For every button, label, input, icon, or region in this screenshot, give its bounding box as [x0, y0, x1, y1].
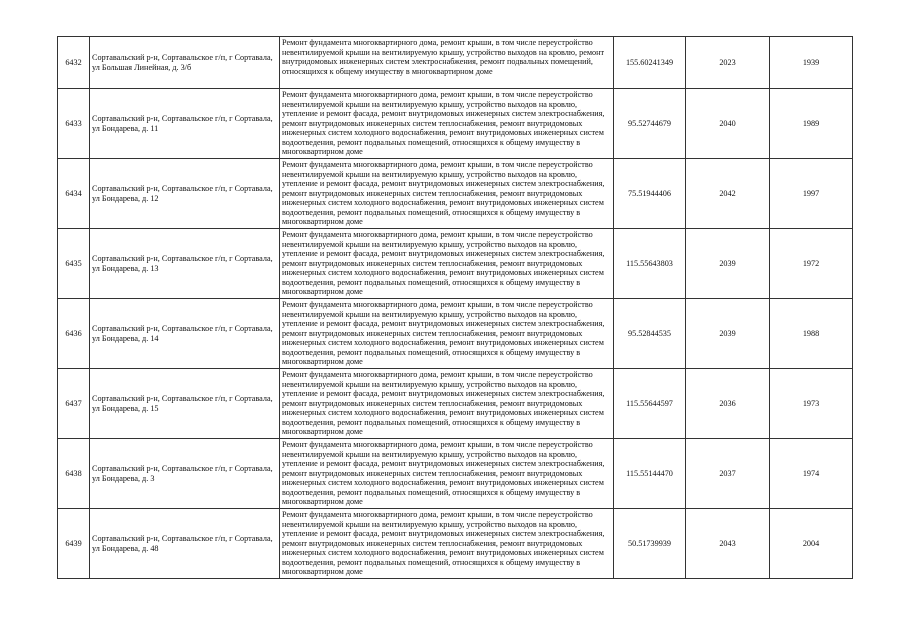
table-row: [58, 369, 853, 439]
cost-value: 95.52844535: [614, 299, 686, 369]
table-body: [58, 37, 853, 579]
build-year: 1973: [770, 369, 853, 439]
build-year: 1988: [770, 299, 853, 369]
planned-year: 2037: [686, 439, 770, 509]
table-row: [58, 159, 853, 229]
repair-works: Ремонт фундамента многоквартирного дома, ремонт крыши, в том числе переустройство невентилируемой крыши на вентилируемую крышу, устройство выходов на кровлю, утепление и ремонт фасада, ремонт внутридомовых инженерных систем электроснабжения, ремонт внутридомовых инженерных систем теплоснабжения, ремонт внутридомовых инженерных систем холодного водоснабжения, ремонт внутридомовых инженерных систем водоотведения, ремонт подвальных помещений, относящихся к общему имуществу в многоквартирном доме: [280, 509, 614, 579]
repair-works: Ремонт фундамента многоквартирного дома, ремонт крыши, в том числе переустройство невентилируемой крыши на вентилируемую крышу, устройство выходов на кровлю, утепление и ремонт фасада, ремонт внутридомовых инженерных систем электроснабжения, ремонт внутридомовых инженерных систем теплоснабжения, ремонт внутридомовых инженерных систем холодного водоснабжения, ремонт внутридомовых инженерных систем водоотведения, ремонт подвальных помещений, относящихся к общему имуществу в многоквартирном доме: [280, 89, 614, 159]
planned-year: 2042: [686, 159, 770, 229]
repair-works: Ремонт фундамента многоквартирного дома, ремонт крыши, в том числе переустройство невентилируемой крыши на вентилируемую крышу, устройство выходов на кровлю, ремонт внутридомовых инженерных систем электроснабжения, ремонт подвальных помещений, относящихся к общему имуществу в многоквартирном доме: [280, 37, 614, 89]
table-row: [58, 89, 853, 159]
planned-year: 2039: [686, 229, 770, 299]
planned-year: 2036: [686, 369, 770, 439]
repair-works: Ремонт фундамента многоквартирного дома, ремонт крыши, в том числе переустройство невентилируемой крыши на вентилируемую крышу, устройство выходов на кровлю, утепление и ремонт фасада, ремонт внутридомовых инженерных систем электроснабжения, ремонт внутридомовых инженерных систем теплоснабжения, ремонт внутридомовых инженерных систем холодного водоснабжения, ремонт внутридомовых инженерных систем водоотведения, ремонт подвальных помещений, относящихся к общему имуществу в многоквартирном доме: [280, 159, 614, 229]
build-year: 1939: [770, 37, 853, 89]
cost-value: 115.55643803: [614, 229, 686, 299]
row-number: 6432: [58, 37, 90, 89]
building-address: Сортавальский р-н, Сортавальское г/п, г Сортавала, ул Бондарева, д. 11: [90, 89, 280, 159]
row-number: 6437: [58, 369, 90, 439]
row-number: 6438: [58, 439, 90, 509]
planned-year: 2039: [686, 299, 770, 369]
build-year: 1997: [770, 159, 853, 229]
build-year: 1972: [770, 229, 853, 299]
building-address: Сортавальский р-н, Сортавальское г/п, г Сортавала, ул Бондарева, д. 12: [90, 159, 280, 229]
building-address: Сортавальский р-н, Сортавальское г/п, г Сортавала, ул Бондарева, д. 13: [90, 229, 280, 299]
planned-year: 2043: [686, 509, 770, 579]
row-number: 6439: [58, 509, 90, 579]
row-number: 6435: [58, 229, 90, 299]
row-number: 6436: [58, 299, 90, 369]
table-row: [58, 37, 853, 89]
cost-value: 115.55144470: [614, 439, 686, 509]
table-row: [58, 439, 853, 509]
build-year: 2004: [770, 509, 853, 579]
building-address: Сортавальский р-н, Сортавальское г/п, г Сортавала, ул Бондарева, д. 14: [90, 299, 280, 369]
table-row: [58, 299, 853, 369]
repair-works: Ремонт фундамента многоквартирного дома, ремонт крыши, в том числе переустройство невентилируемой крыши на вентилируемую крышу, устройство выходов на кровлю, утепление и ремонт фасада, ремонт внутридомовых инженерных систем электроснабжения, ремонт внутридомовых инженерных систем теплоснабжения, ремонт внутридомовых инженерных систем холодного водоснабжения, ремонт внутридомовых инженерных систем водоотведения, ремонт подвальных помещений, относящихся к общему имуществу в многоквартирном доме: [280, 369, 614, 439]
building-address: Сортавальский р-н, Сортавальское г/п, г Сортавала, ул Бондарева, д. 48: [90, 509, 280, 579]
cost-value: 75.51944406: [614, 159, 686, 229]
row-number: 6433: [58, 89, 90, 159]
build-year: 1989: [770, 89, 853, 159]
program-table: [57, 36, 853, 579]
planned-year: 2023: [686, 37, 770, 89]
building-address: Сортавальский р-н, Сортавальское г/п, г Сортавала, ул Бондарева, д. 15: [90, 369, 280, 439]
cost-value: 155.60241349: [614, 37, 686, 89]
build-year: 1974: [770, 439, 853, 509]
cost-value: 50.51739939: [614, 509, 686, 579]
repair-works: Ремонт фундамента многоквартирного дома, ремонт крыши, в том числе переустройство невентилируемой крыши на вентилируемую крышу, устройство выходов на кровлю, утепление и ремонт фасада, ремонт внутридомовых инженерных систем электроснабжения, ремонт внутридомовых инженерных систем теплоснабжения, ремонт внутридомовых инженерных систем холодного водоснабжения, ремонт внутридомовых инженерных систем водоотведения, ремонт подвальных помещений, относящихся к общему имуществу в многоквартирном доме: [280, 229, 614, 299]
building-address: Сортавальский р-н, Сортавальское г/п, г Сортавала, ул Большая Линейная, д. 3/б: [90, 37, 280, 89]
cost-value: 95.52744679: [614, 89, 686, 159]
row-number: 6434: [58, 159, 90, 229]
repair-works: Ремонт фундамента многоквартирного дома, ремонт крыши, в том числе переустройство невентилируемой крыши на вентилируемую крышу, устройство выходов на кровлю, утепление и ремонт фасада, ремонт внутридомовых инженерных систем электроснабжения, ремонт внутридомовых инженерных систем теплоснабжения, ремонт внутридомовых инженерных систем холодного водоснабжения, ремонт внутридомовых инженерных систем водоотведения, ремонт подвальных помещений, относящихся к общему имуществу в многоквартирном доме: [280, 299, 614, 369]
cost-value: 115.55644597: [614, 369, 686, 439]
table-row: [58, 229, 853, 299]
planned-year: 2040: [686, 89, 770, 159]
building-address: Сортавальский р-н, Сортавальское г/п, г Сортавала, ул Бондарева, д. 3: [90, 439, 280, 509]
repair-works: Ремонт фундамента многоквартирного дома, ремонт крыши, в том числе переустройство невентилируемой крыши на вентилируемую крышу, устройство выходов на кровлю, утепление и ремонт фасада, ремонт внутридомовых инженерных систем электроснабжения, ремонт внутридомовых инженерных систем теплоснабжения, ремонт внутридомовых инженерных систем холодного водоснабжения, ремонт внутридомовых инженерных систем водоотведения, ремонт подвальных помещений, относящихся к общему имуществу в многоквартирном доме: [280, 439, 614, 509]
table-row: [58, 509, 853, 579]
